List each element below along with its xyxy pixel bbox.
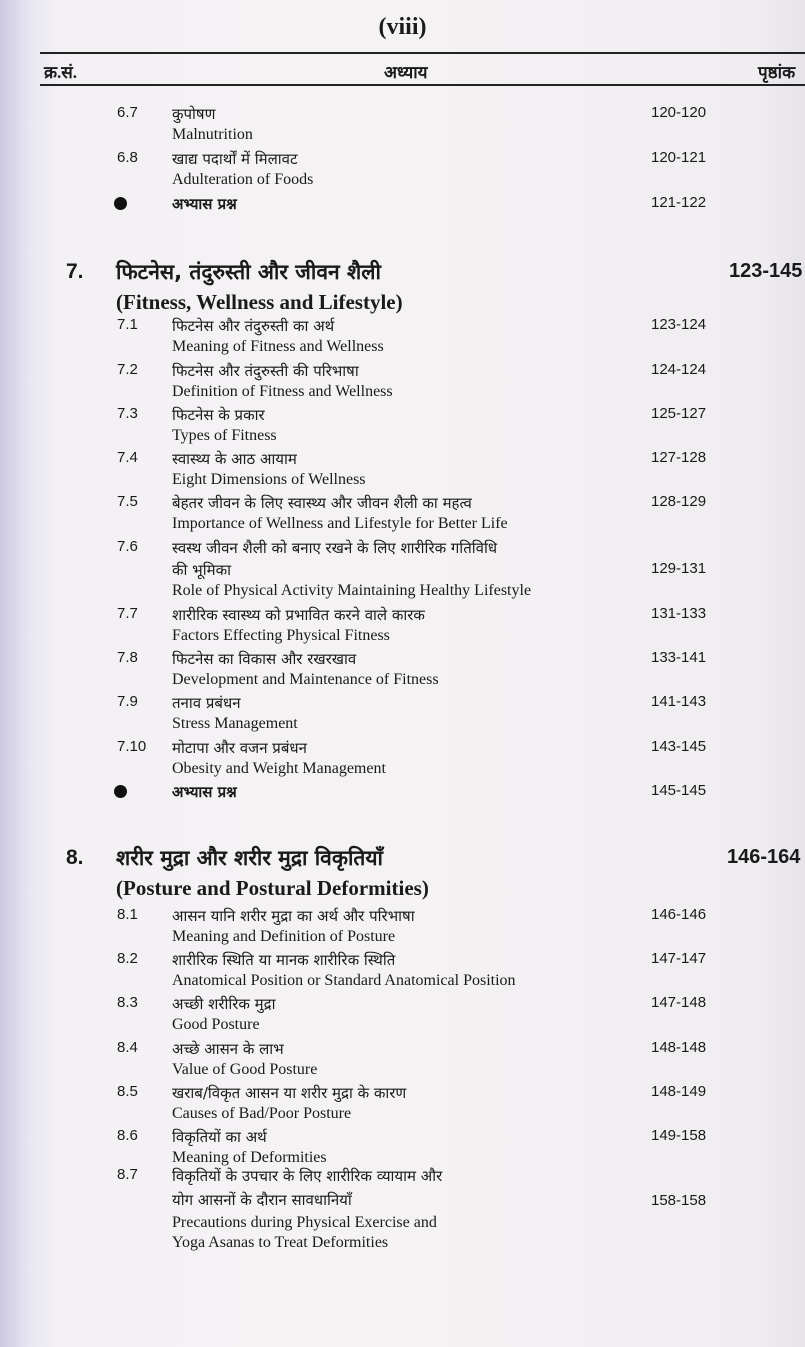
chapter-page-range: 123-145 (729, 260, 803, 282)
entry-pages: 131-133 (651, 605, 707, 622)
entry-title-english: Adulteration of Foods (172, 171, 314, 188)
entry-title-english: Meaning of Fitness and Wellness (172, 338, 384, 355)
entry-pages: 124-124 (651, 361, 707, 378)
toc-entry-7-8[interactable] (0, 649, 805, 695)
toc-entry-8-7[interactable] (0, 1166, 805, 1258)
entry-pages: 128-129 (651, 493, 707, 510)
toc-entry-7-4[interactable] (0, 449, 805, 495)
entry-pages: 123-124 (651, 316, 707, 333)
entry-title-hindi: स्वास्थ्य के आठ आयाम (172, 450, 297, 468)
entry-title-hindi: फिटनेस और तंदुरुस्ती का अर्थ (172, 317, 335, 335)
entry-title-hindi: खराब/विकृत आसन या शरीर मुद्रा के कारण (172, 1084, 407, 1102)
entry-title-hindi-line2: योग आसनों के दौरान सावधानियाँ (172, 1191, 352, 1209)
entry-pages: 127-128 (651, 449, 707, 466)
entry-title-english: Eight Dimensions of Wellness (172, 471, 366, 488)
entry-number: 7.8 (117, 649, 138, 666)
chapter-title-hindi: शरीर मुद्रा और शरीर मुद्रा विकृतियाँ (116, 846, 383, 870)
entry-title-hindi: विकृतियों के उपचार के लिए शारीरिक व्यायाम और (172, 1167, 443, 1185)
entry-title-english: Obesity and Weight Management (172, 760, 386, 777)
entry-title-hindi: शारीरिक स्वास्थ्य को प्रभावित करने वाले कारक (172, 606, 425, 624)
toc-entry-7-3[interactable] (0, 405, 805, 451)
entry-pages: 149-158 (651, 1127, 707, 1144)
entry-title-english: Types of Fitness (172, 427, 277, 444)
entry-number: 7.9 (117, 693, 138, 710)
entry-number: 8.7 (117, 1166, 138, 1183)
toc-entry-7-1[interactable] (0, 316, 805, 362)
entry-number: 7.3 (117, 405, 138, 422)
header-rule-bottom (40, 84, 805, 86)
entry-title-hindi: तनाव प्रबंधन (172, 694, 241, 712)
entry-title-english: Development and Maintenance of Fitness (172, 671, 439, 688)
entry-title-english: Anatomical Position or Standard Anatomical Position (172, 972, 516, 989)
header-rule-top (40, 52, 805, 54)
entry-title-hindi: आसन यानि शरीर मुद्रा का अर्थ और परिभाषा (172, 907, 415, 925)
page-header (0, 0, 805, 86)
entry-title-hindi: अच्छी शरीरिक मुद्रा (172, 995, 276, 1013)
entry-title-english: Value of Good Posture (172, 1061, 318, 1078)
entry-title-hindi: फिटनेस के प्रकार (172, 406, 265, 424)
entry-number: 7.4 (117, 449, 138, 466)
entry-pages: 120-121 (651, 149, 707, 166)
entry-pages: 143-145 (651, 738, 707, 755)
entry-title-english: Stress Management (172, 715, 298, 732)
entry-pages: 145-145 (651, 782, 707, 799)
entry-pages: 129-131 (651, 560, 707, 577)
toc-entry-6-exercise[interactable] (0, 194, 805, 216)
chapter-7-heading[interactable] (0, 258, 805, 322)
entry-number: 8.3 (117, 994, 138, 1011)
toc-entry-7-7[interactable] (0, 605, 805, 651)
entry-number: 8.2 (117, 950, 138, 967)
entry-pages: 133-141 (651, 649, 707, 666)
entry-title-hindi: स्वस्थ जीवन शैली को बनाए रखने के लिए शारीरिक गतिविधि (172, 539, 498, 557)
toc-entry-7-6[interactable] (0, 538, 805, 606)
entry-title-hindi: कुपोषण (172, 105, 216, 123)
entry-number: 7.1 (117, 316, 138, 333)
entry-title-english: Causes of Bad/Poor Posture (172, 1105, 352, 1122)
exercise-title-hindi: अभ्यास प्रश्न (172, 783, 237, 801)
entry-number: 7.10 (117, 738, 147, 755)
page-number: (viii) (378, 14, 427, 40)
column-header-serial: क्र.सं. (44, 63, 78, 82)
entry-title-hindi: फिटनेस का विकास और रखरखाव (172, 650, 357, 668)
bullet-icon (114, 785, 127, 798)
entry-number: 8.1 (117, 906, 138, 923)
entry-number: 6.7 (117, 104, 138, 121)
toc-entry-8-1[interactable] (0, 906, 805, 952)
entry-title-hindi: फिटनेस और तंदुरुस्ती की परिभाषा (172, 362, 359, 380)
toc-entry-8-3[interactable] (0, 994, 805, 1040)
entry-pages: 125-127 (651, 405, 707, 422)
entry-title-english: Definition of Fitness and Wellness (172, 383, 393, 400)
toc-entry-6-8[interactable] (0, 149, 805, 195)
entry-pages: 147-147 (651, 950, 707, 967)
entry-number: 7.2 (117, 361, 138, 378)
entry-title-hindi: अच्छे आसन के लाभ (172, 1040, 284, 1058)
exercise-title-hindi: अभ्यास प्रश्न (172, 195, 237, 213)
bullet-icon (114, 197, 127, 210)
entry-title-hindi: खाद्य पदार्थों में मिलावट (172, 150, 298, 168)
entry-title-hindi: विकृतियों का अर्थ (172, 1128, 267, 1146)
entry-title-english: Precautions during Physical Exercise and (172, 1214, 437, 1231)
entry-number: 7.6 (117, 538, 138, 555)
entry-pages: 146-146 (651, 906, 707, 923)
chapter-page-range: 146-164 (727, 846, 801, 868)
toc-entry-7-exercise[interactable] (0, 782, 805, 804)
toc-entry-7-10[interactable] (0, 738, 805, 784)
entry-title-english: Role of Physical Activity Maintaining Healthy Lifestyle (172, 582, 532, 599)
entry-pages: 147-148 (651, 994, 707, 1011)
entry-number: 8.5 (117, 1083, 138, 1100)
entry-title-english: Importance of Wellness and Lifestyle for Better Life (172, 515, 508, 532)
entry-title-english-line2: Yoga Asanas to Treat Deformities (172, 1234, 389, 1251)
chapter-number: 7. (66, 260, 84, 283)
toc-entry-6-7[interactable] (0, 104, 805, 150)
entry-number: 7.5 (117, 493, 138, 510)
toc-entry-8-4[interactable] (0, 1039, 805, 1085)
chapter-number: 8. (66, 846, 84, 869)
toc-entry-8-2[interactable] (0, 950, 805, 996)
entry-number: 6.8 (117, 149, 138, 166)
entry-number: 7.7 (117, 605, 138, 622)
entry-number: 8.4 (117, 1039, 138, 1056)
entry-pages: 148-149 (651, 1083, 707, 1100)
entry-number: 8.6 (117, 1127, 138, 1144)
toc-entry-7-2[interactable] (0, 361, 805, 407)
entry-pages: 141-143 (651, 693, 707, 710)
entry-pages: 121-122 (651, 194, 707, 211)
entry-title-english: Meaning of Deformities (172, 1149, 327, 1166)
entry-pages: 120-120 (651, 104, 707, 121)
entry-pages: 158-158 (651, 1192, 707, 1209)
chapter-title-english: (Posture and Postural Deformities) (116, 876, 429, 900)
entry-title-english: Factors Effecting Physical Fitness (172, 627, 390, 644)
toc-entry-7-9[interactable] (0, 693, 805, 739)
entry-title-hindi-line2: की भूमिका (172, 561, 231, 579)
toc-entry-7-5[interactable] (0, 493, 805, 539)
chapter-8-heading[interactable] (0, 844, 805, 908)
entry-title-hindi: बेहतर जीवन के लिए स्वास्थ्य और जीवन शैली का महत्व (172, 494, 472, 512)
entry-title-hindi: शारीरिक स्थिति या मानक शारीरिक स्थिति (172, 951, 396, 969)
entry-title-hindi: मोटापा और वजन प्रबंधन (172, 739, 307, 757)
entry-title-english: Meaning and Definition of Posture (172, 928, 396, 945)
entry-title-english: Good Posture (172, 1016, 260, 1033)
entry-pages: 148-148 (651, 1039, 707, 1056)
chapter-title-english: (Fitness, Wellness and Lifestyle) (116, 290, 403, 314)
column-header-chapter: अध्याय (384, 63, 428, 82)
chapter-title-hindi: फिटनेस, तंदुरुस्ती और जीवन शैली (116, 260, 381, 284)
toc-entry-8-5[interactable] (0, 1083, 805, 1129)
column-header-page: पृष्ठांक (758, 63, 796, 82)
entry-title-english: Malnutrition (172, 126, 253, 143)
